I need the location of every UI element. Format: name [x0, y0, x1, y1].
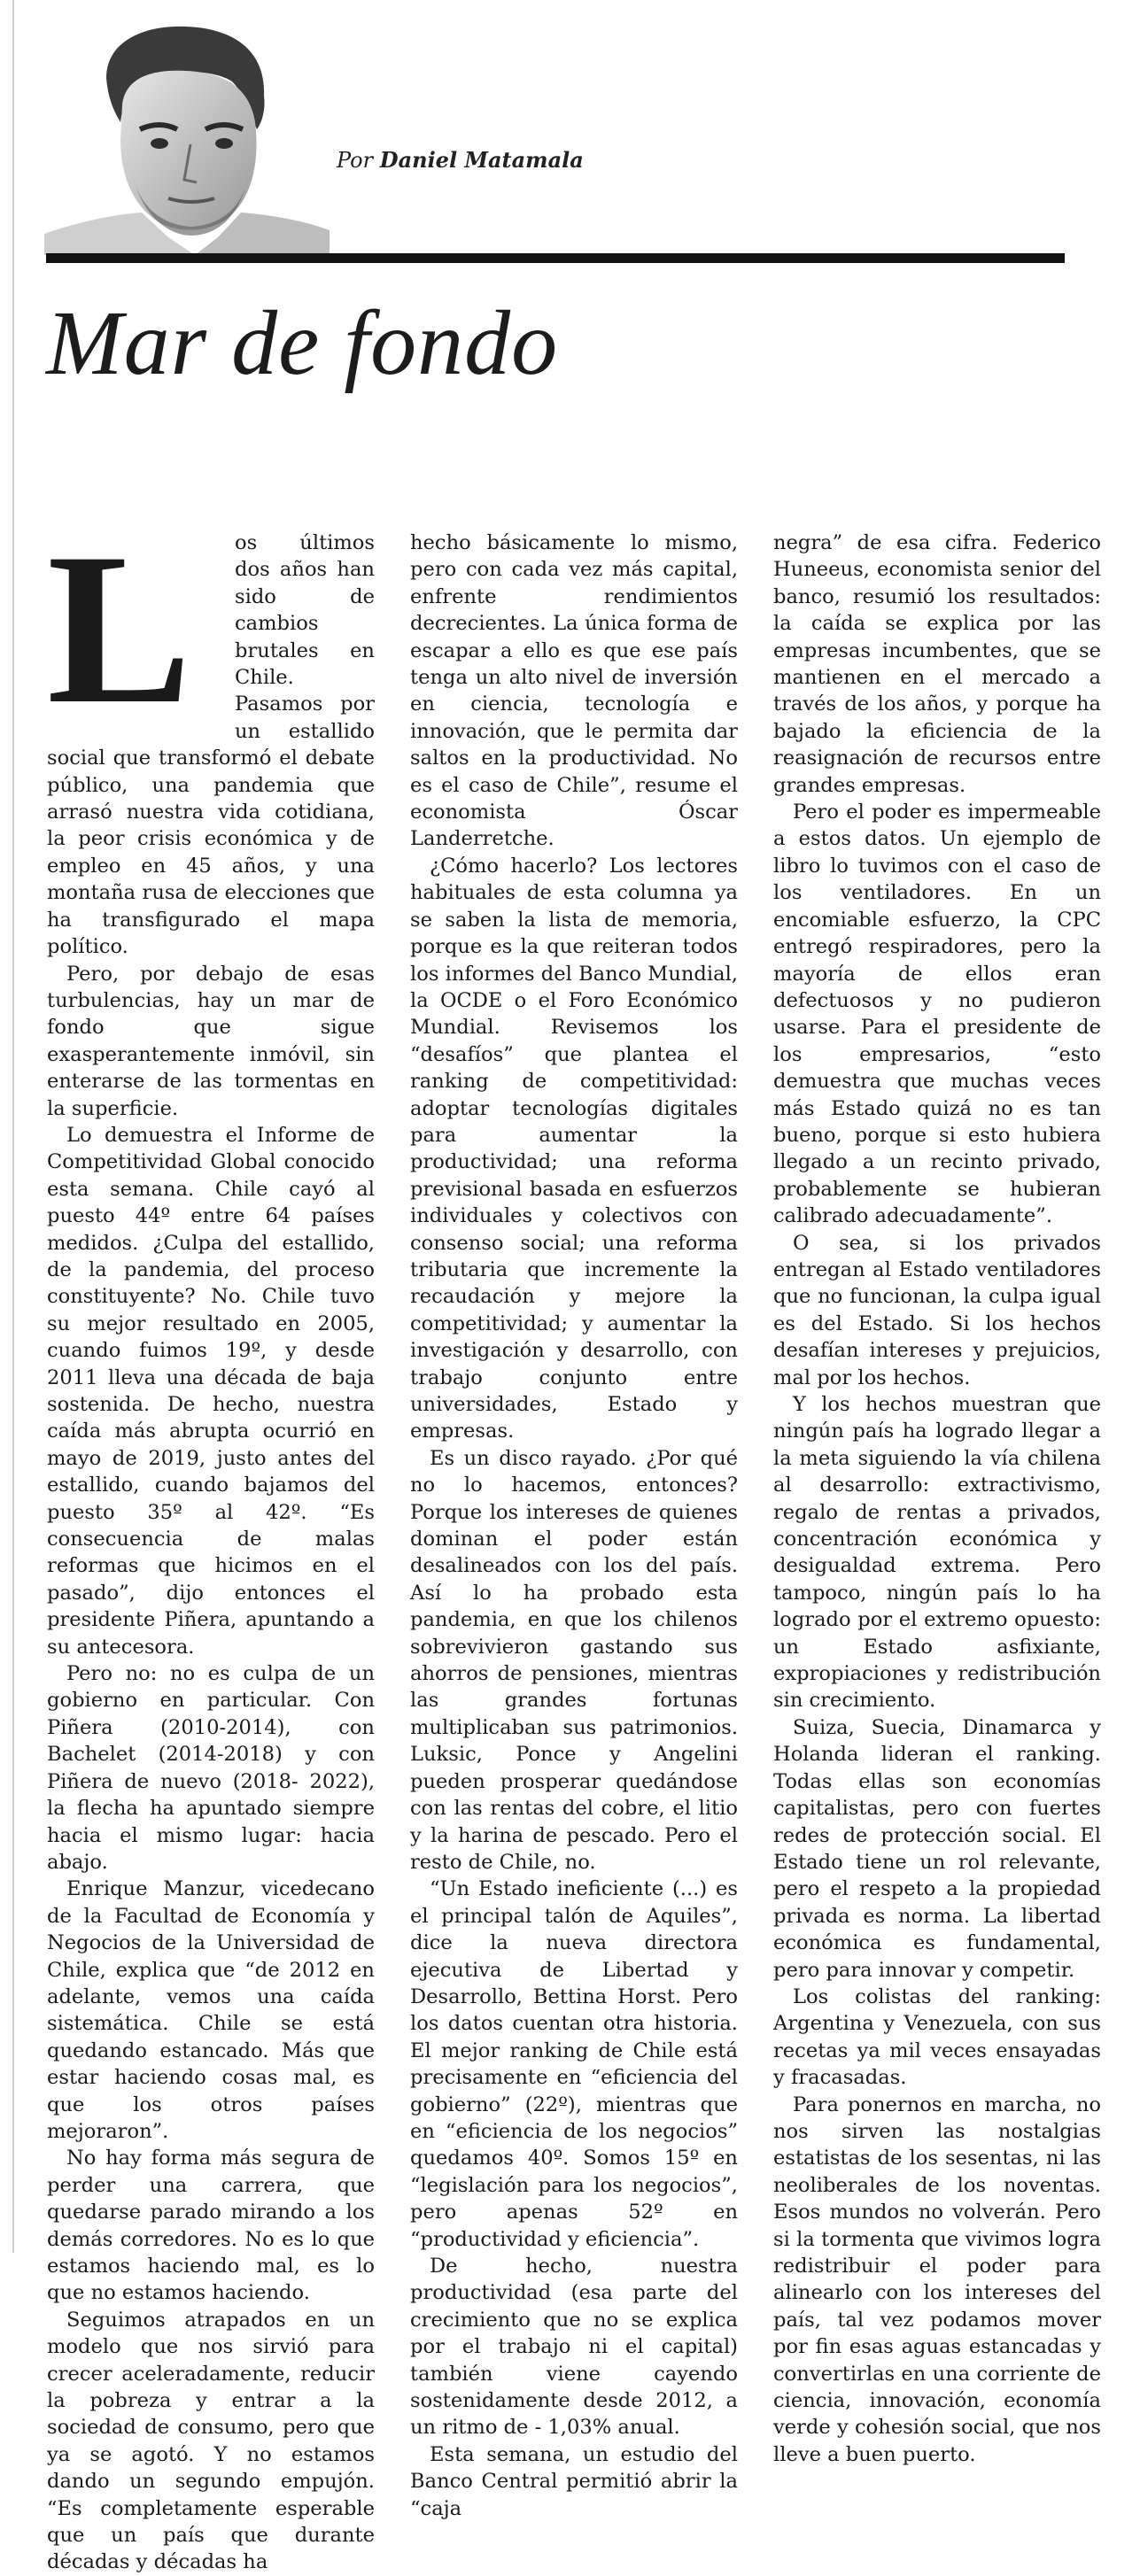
- paragraph: negra” de esa cifra. Federico Huneeus, economista senior del banco, resumió los resultados: la caída se explica por las empresas incumbentes, que se mantienen en el mercado a través de los años, y porque ha bajado la eficiencia de la reasignación de recursos entre grandes empresas.: [773, 531, 1101, 797]
- paragraph: Esta semana, un estudio del Banco Central permitió abrir la “caja: [410, 2442, 738, 2520]
- drop-cap: L: [47, 508, 192, 748]
- paragraph: Y los hechos muestran que ningún país ha logrado llegar a la meta siguiendo la vía chilena al desarrollo: extractivismo, regalo de rentas a privados, concentración económica y desigualdad extrema. Pero tampoco, ningún país lo ha logrado por el extremo opuesto: un Estado asfixiante, expropiaciones y redistribución sin crecimiento.: [773, 1393, 1101, 1713]
- author-byline: [337, 147, 584, 173]
- column-3: [773, 530, 1101, 2466]
- paragraph: O sea, si los privados entregan al Estado ventiladores que no funcionan, la culpa igual es del Estado. Si los hechos desafían intereses y prejuicios, mal por los hechos.: [773, 1231, 1101, 1389]
- paragraph: Es un disco rayado. ¿Por qué no lo hacemos, entonces? Porque los intereses de quienes dominan el poder están desalineados con los del país. Así lo ha probado esta pandemia, en que los chilenos sobrevivieron gastando sus ahorros de pensiones, mientras las grandes fortunas multiplicaban sus patrimonios. Luksic, Ponce y Angelini pueden prosperar quedándose con las rentas del cobre, el litio y la harina de pescado. Pero el resto de Chile, no.: [410, 1446, 738, 1874]
- column-2: [410, 530, 738, 2520]
- paragraph: De hecho, nuestra productividad (esa parte del crecimiento que no se explica por el trabajo ni el capital) también viene cayendo sostenidamente desde 2012, a un ritmo de - 1,03% anual.: [410, 2255, 738, 2440]
- headline: Mar de fondo: [46, 292, 559, 394]
- paragraph: “Un Estado ineficiente (...) es el principal talón de Aquiles”, dice la nueva directora ejecutiva de Libertad y Desarrollo, Bettina Horst. Pero los datos cuentan otra historia. El mejor ranking de Chile está precisamente en “eficiencia del gobierno” (22º), mientras que en “eficiencia de los negocios” quedamos 40º. Somos 15º en “legislación para los negocios”, pero apenas 52º en “productividad y eficiencia”.: [410, 1877, 738, 2251]
- column-1: [47, 508, 375, 2574]
- paragraph: Enrique Manzur, vicedecano de la Facultad de Economía y Negocios de la Universidad de Chile, explica que “de 2012 en adelante, vemos una caída sistemática. Chile se está quedando estancado. Más que estar haciendo cosas mal, es que los otros países mejoraron”.: [47, 1877, 375, 2143]
- paragraph: Suiza, Suecia, Dinamarca y Holanda lideran el ranking. Todas ellas son economías capitalistas, pero con fuertes redes de protección social. El Estado tiene un rol relevante, pero el respeto a la propiedad privada es norma. La libertad económica es fundamental, pero para innovar y competir.: [773, 1715, 1101, 1982]
- paragraph: Pero no: no es culpa de un gobierno en particular. Con Piñera (2010-2014), con Bachelet (2014-2018) y con Piñera de nuevo (2018- 2022), la flecha ha apuntado siempre hacia el mismo lugar: hacia abajo.: [47, 1662, 375, 1874]
- author-name: Daniel Matamala: [379, 147, 584, 173]
- page-edge-rule: [12, 0, 14, 2253]
- header-rule: [46, 253, 1065, 263]
- paragraph: hecho básicamente lo mismo, pero con cada vez más capital, enfrente rendimientos decrecientes. La única forma de escapar a ello es que ese país tenga un alto nivel de inversión en ciencia, tecnología e innovación, que le permita dar saltos en la productividad. No es el caso de Chile”, resume el economista Óscar Landerretche.: [410, 531, 738, 851]
- paragraph: No hay forma más segura de perder una carrera, que quedarse parado mirando a los demás corredores. No es lo que estamos haciendo mal, es lo que no estamos haciendo.: [47, 2147, 375, 2305]
- paragraph: os últimos dos años han sido de cambios brutales en Chile. Pasamos por un estallido social que transformó el debate público, una pandemia que arrasó nuestra vida cotidiana, la peor crisis económica y de empleo en 45 años, y una montaña rusa de elecciones que ha transfigurado el mapa político.: [47, 531, 375, 959]
- byline-prefix: Por: [337, 148, 374, 173]
- paragraph: Para ponernos en marcha, no nos sirven las nostalgias estatistas de los sesentas, ni las neoliberales de los noventas. Esos mundos no volverán. Pero si la tormenta que vivimos logra redistribuir el poder para alinearlo con los intereses del país, tal vez podamos mover por fin esas aguas estancadas y convertirlas en una corriente de ciencia, innovación, economía verde y cohesión social, que nos lleve a buen puerto.: [773, 2093, 1101, 2466]
- paragraph: Pero, por debajo de esas turbulencias, hay un mar de fondo que sigue exasperantemente inmóvil, sin enterarse de las tormentas en la superficie.: [47, 962, 375, 1120]
- paragraph: Los colistas del ranking: Argentina y Venezuela, con sus recetas ya mil veces ensayadas y fracasadas.: [773, 1984, 1101, 2090]
- paragraph: Pero el poder es impermeable a estos datos. Un ejemplo de libro lo tuvimos con el caso de los ventiladores. En un encomiable esfuerzo, la CPC entregó respiradores, pero la mayoría de ellos eran defectuosos y no pudieron usarse. Para el presidente de los empresarios, “esto demuestra que muchas veces más Estado quizá no es tan bueno, porque si esto hubiera llegado a un recinto privado, probablemente se hubieran calibrado adecuadamente”.: [773, 801, 1101, 1228]
- paragraph: ¿Cómo hacerlo? Los lectores habituales de esta columna ya se saben la lista de memoria, porque es la que reiteran todos los informes del Banco Mundial, la OCDE o el Foro Económico Mundial. Revisemos los “desafíos” que plantea el ranking de competitividad: adoptar tecnologías digitales para aumentar la productividad; una reforma previsional basada en esfuerzos individuales y colectivos con consenso social; una reforma tributaria que incremente la recaudación y mejore la competitividad; y aumentar la investigación y desarrollo, con trabajo conjunto entre universidades, Estado y empresas.: [410, 854, 738, 1443]
- paragraph: Seguimos atrapados en un modelo que nos sirvió para crecer aceleradamente, reducir la pobreza y entrar a la sociedad de consumo, pero que ya se agotó. Y no estamos dando un segundo empujón. “Es completamente esperable que un país que durante décadas y décadas ha: [47, 2308, 375, 2574]
- author-photo: [44, 25, 330, 255]
- paragraph: Lo demuestra el Informe de Competitividad Global conocido esta semana. Chile cayó al puesto 44º entre 64 países medidos. ¿Culpa del estallido, de la pandemia, del proceso constituyente? No. Chile tuvo su mejor resultado en 2005, cuando fuimos 19º, y desde 2011 lleva una década de baja sostenida. De hecho, nuestra caída más abrupta ocurrió en mayo de 2019, justo antes del estallido, cuando bajamos del puesto 35º al 42º. “Es consecuencia de malas reformas que hicimos en el pasado”, dijo entonces el presidente Piñera, apuntando a su antecesora.: [47, 1123, 375, 1659]
